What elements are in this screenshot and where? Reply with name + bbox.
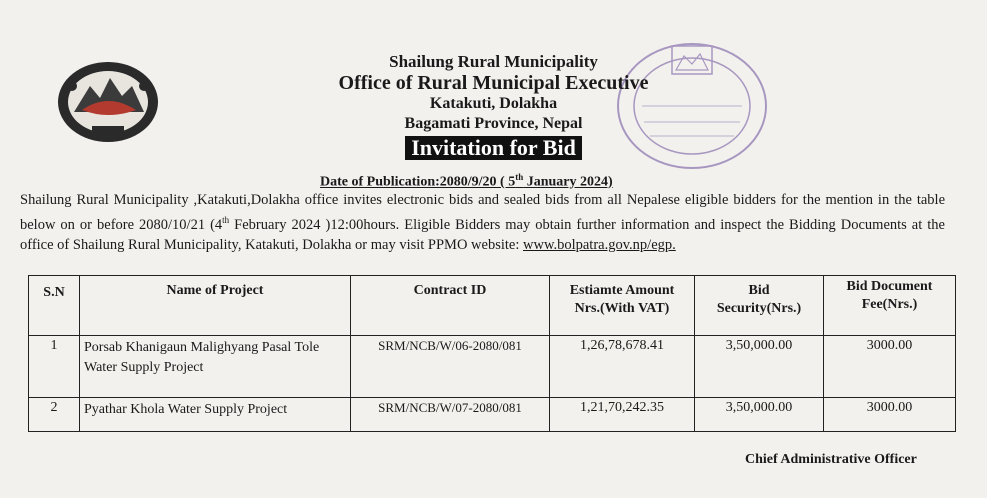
table-row xyxy=(29,398,956,432)
row-security: 3,50,000.00 xyxy=(695,398,824,432)
table-row xyxy=(29,336,956,398)
municipality-name: Shailung Rural Municipality xyxy=(389,52,598,71)
row-project-name: Porsab Khanigaun Malighyang Pasal Tole Water Supply Project xyxy=(80,336,351,398)
publication-date: Date of Publication:2080/9/20 ( 5th January 2024) xyxy=(320,172,613,190)
signatory-title: Chief Administrative Officer xyxy=(745,452,917,467)
row-project-name: Pyathar Khola Water Supply Project xyxy=(80,398,351,432)
office-name: Office of Rural Municipal Executive xyxy=(338,72,649,94)
row-sn: 1 xyxy=(29,336,80,398)
col-name: Name of Project xyxy=(80,276,351,336)
ppmo-website-link[interactable]: www.bolpatra.gov.np/egp. xyxy=(523,236,676,253)
row-fee: 3000.00 xyxy=(824,398,956,432)
row-contract-id: SRM/NCB/W/07-2080/081 xyxy=(351,398,550,432)
col-sn: S.N xyxy=(29,276,80,336)
col-fee: Bid Document Fee(Nrs.) xyxy=(824,276,956,336)
address-line: Katakuti, Dolakha xyxy=(429,95,558,112)
province-line: Bagamati Province, Nepal xyxy=(404,115,583,132)
row-fee: 3000.00 xyxy=(824,336,956,398)
row-contract-id: SRM/NCB/W/06-2080/081 xyxy=(351,336,550,398)
notice-paragraph: Shailung Rural Municipality ,Katakuti,Dolakha office invites electronic bids and sealed bids from all Nepalese eligible bidders for the mention in the table below on or before 2080/10/21 (4th February 2024 )12:00hours. Eligible Bidders may obtain further information and inspect the Bidding Documents at the office of Shailung Rural Municipality, Katakuti, Dolakha or may visit PPMO website: www.bolpatra.gov.np/egp. xyxy=(20,192,945,253)
letterhead xyxy=(0,52,987,160)
page-title: Invitation for Bid xyxy=(405,136,582,160)
row-amount: 1,21,70,242.35 xyxy=(550,398,695,432)
row-sn: 2 xyxy=(29,398,80,432)
col-contract: Contract ID xyxy=(351,276,550,336)
col-security: Bid Security(Nrs.) xyxy=(695,276,824,336)
table-header-row xyxy=(29,276,956,336)
row-amount: 1,26,78,678.41 xyxy=(550,336,695,398)
col-amount: Estiamte Amount Nrs.(With VAT) xyxy=(550,276,695,336)
row-security: 3,50,000.00 xyxy=(695,336,824,398)
bid-table xyxy=(28,275,956,432)
